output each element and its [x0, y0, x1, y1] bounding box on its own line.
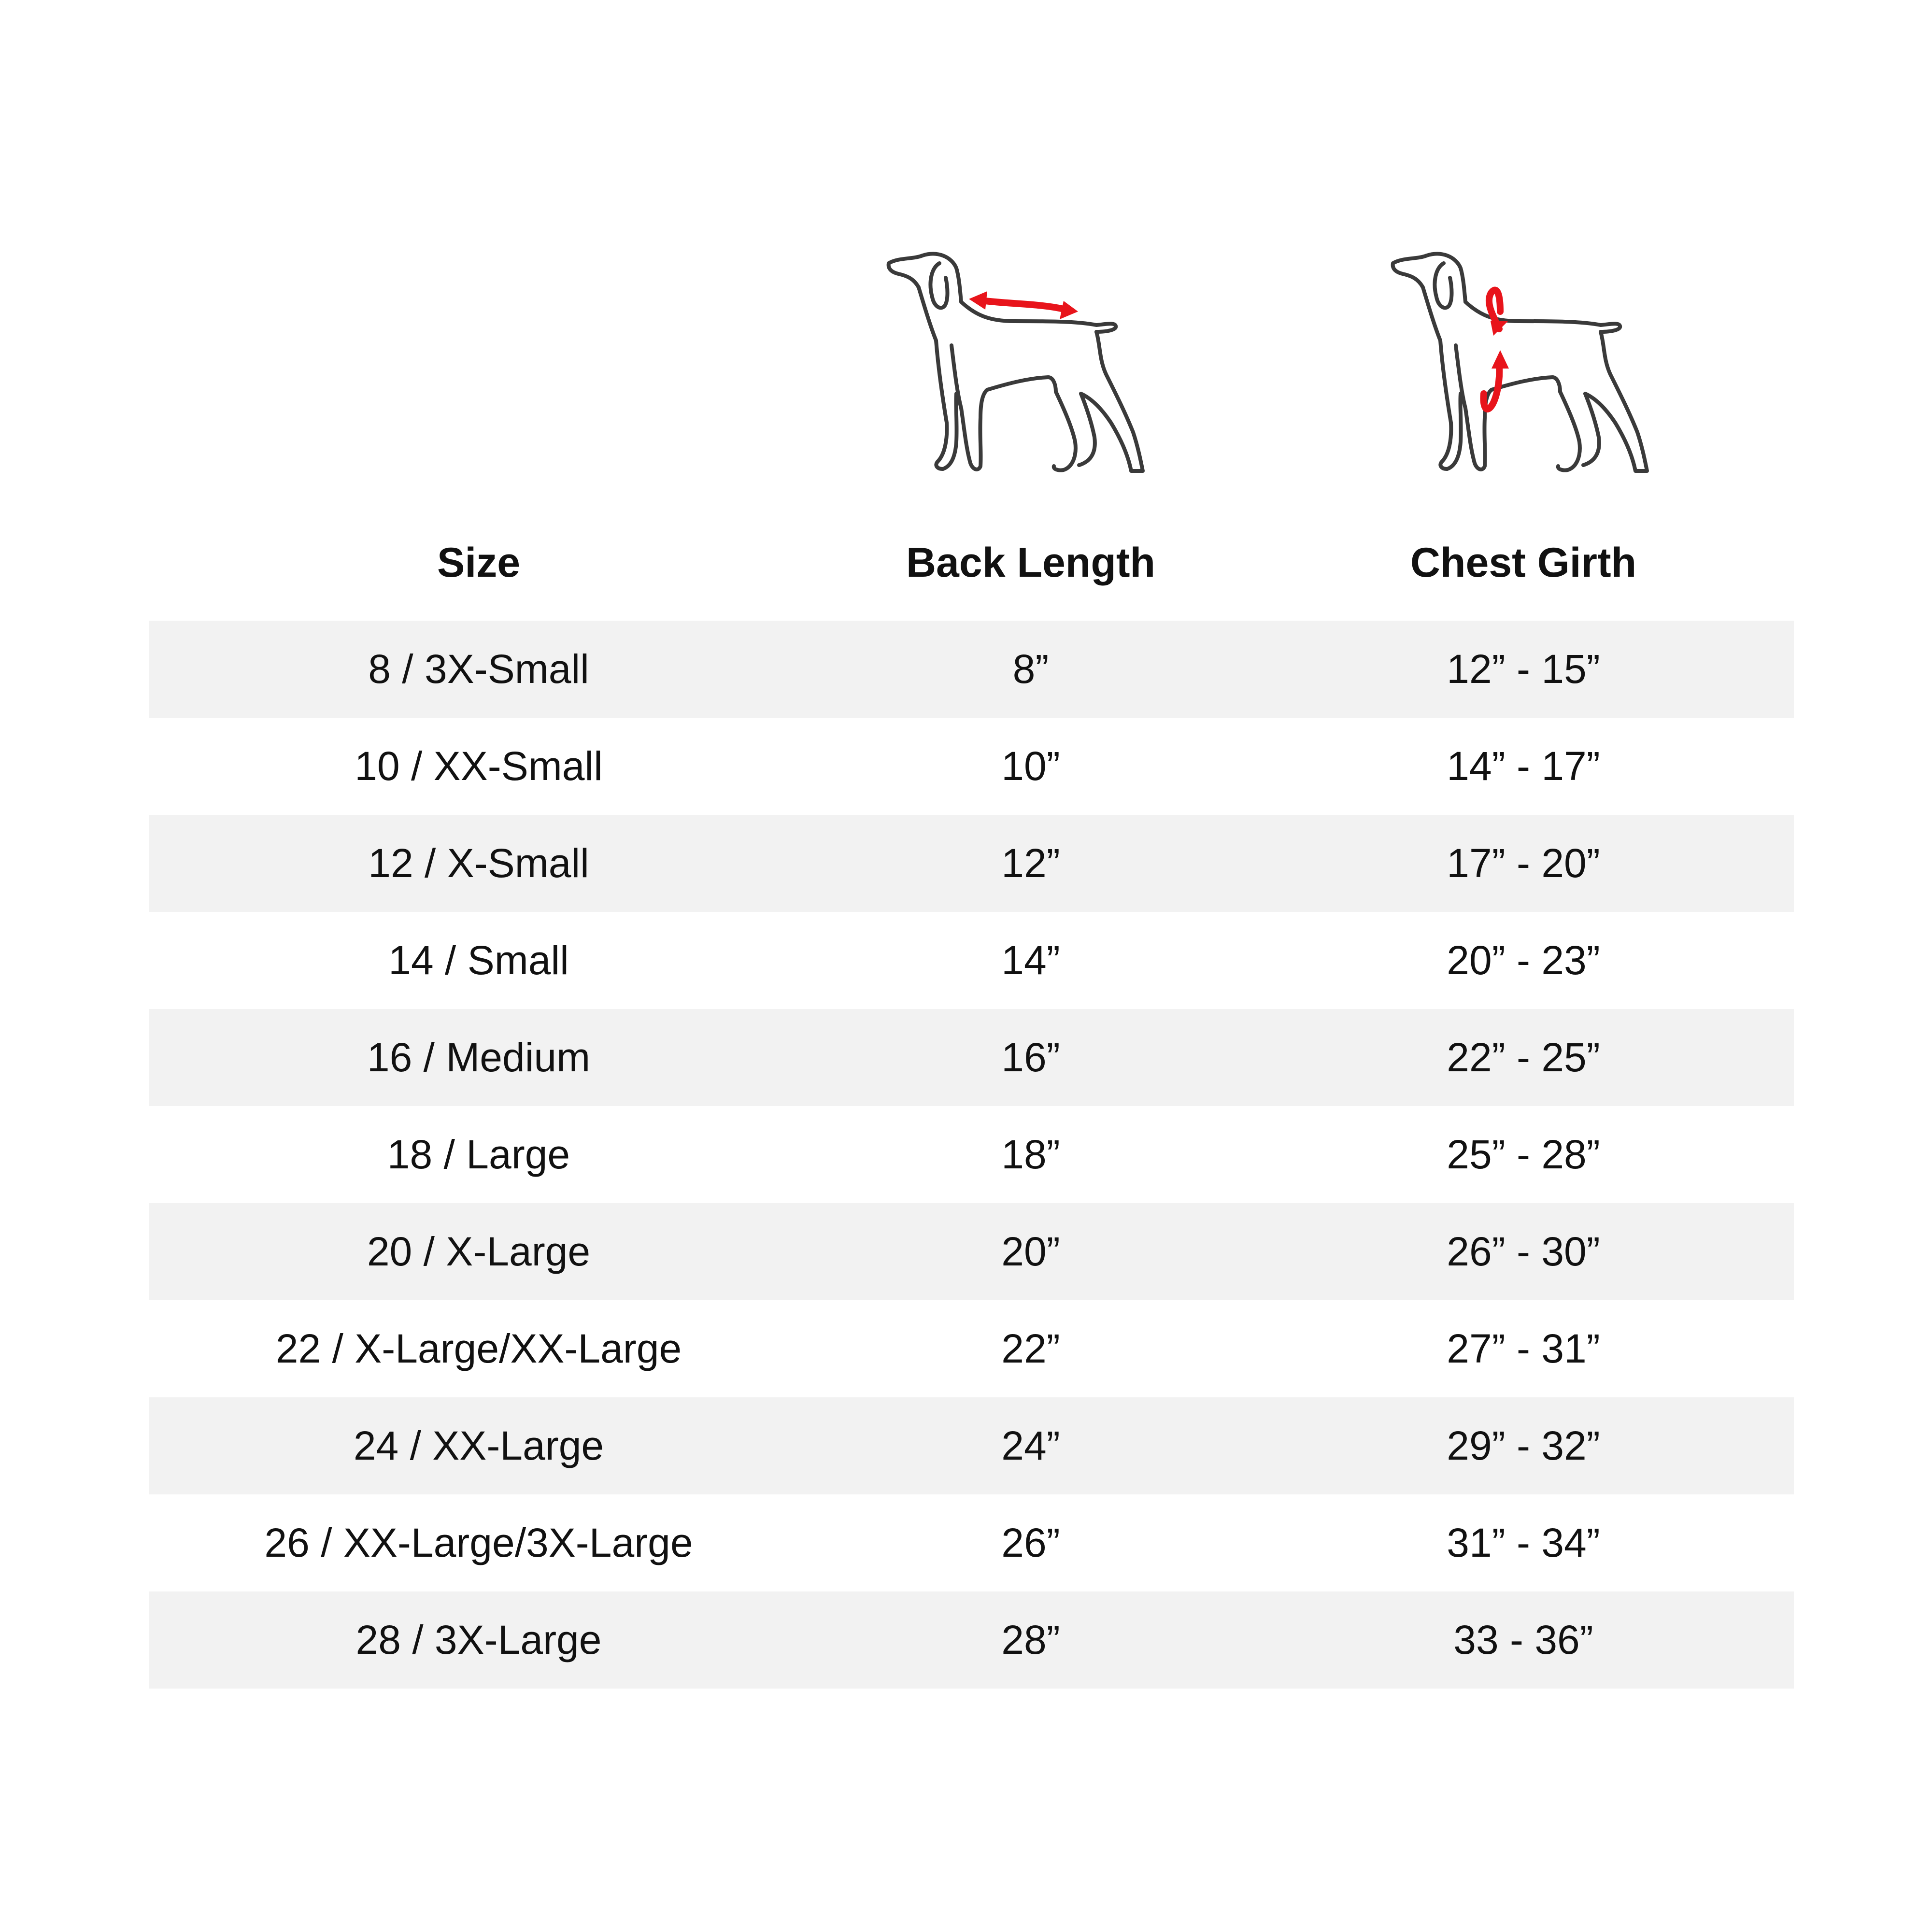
size-cell: 18 / Large: [387, 1132, 570, 1177]
table-row: [149, 912, 1794, 1009]
chest-girth-cell: 14” - 17”: [1447, 743, 1600, 789]
table-row: [149, 718, 1794, 815]
size-cell: 26 / XX-Large/3X-Large: [264, 1520, 693, 1565]
back-length-cell: 12”: [1001, 840, 1060, 886]
back-length-cell: 26”: [1001, 1520, 1060, 1565]
chest-girth-cell: 20” - 23”: [1447, 938, 1600, 983]
size-cell: 14 / Small: [388, 938, 569, 983]
back-length-cell: 24”: [1001, 1423, 1060, 1468]
table-header: [149, 531, 1794, 594]
size-cell: 10 / XX-Small: [355, 743, 603, 789]
size-cell: 22 / X-Large/XX-Large: [275, 1326, 682, 1371]
chest-girth-cell: 26” - 30”: [1447, 1229, 1600, 1274]
chest-girth-cell: 33 - 36”: [1453, 1617, 1593, 1662]
table-row: [149, 1203, 1794, 1300]
back-length-cell: 20”: [1001, 1229, 1060, 1274]
table-row: [149, 1300, 1794, 1397]
size-cell: 16 / Medium: [367, 1035, 591, 1080]
back-length-cell: 8”: [1012, 646, 1049, 692]
chest-girth-cell: 12” - 15”: [1447, 646, 1600, 692]
chest-girth-cell: 17” - 20”: [1447, 840, 1600, 886]
back-length-cell: 18”: [1001, 1132, 1060, 1177]
chest-girth-cell: 31” - 34”: [1447, 1520, 1600, 1565]
chest-girth-cell: 29” - 32”: [1447, 1423, 1600, 1468]
table-row: [149, 1397, 1794, 1494]
chest-girth-cell: 22” - 25”: [1447, 1035, 1600, 1080]
back-length-cell: 22”: [1001, 1326, 1060, 1371]
back-length-cell: 14”: [1001, 938, 1060, 983]
size-table: [149, 621, 1794, 1689]
table-row: [149, 1494, 1794, 1591]
header-back-length: Back Length: [906, 540, 1156, 586]
table-row: [149, 621, 1794, 718]
back-length-cell: 28”: [1001, 1617, 1060, 1662]
size-cell: 24 / XX-Large: [353, 1423, 604, 1468]
dog-back-length-icon: [884, 249, 1154, 490]
size-cell: 8 / 3X-Small: [368, 646, 589, 692]
dog-chest-girth-icon: [1388, 249, 1659, 490]
chest-girth-cell: 27” - 31”: [1447, 1326, 1600, 1371]
back-length-cell: 16”: [1001, 1035, 1060, 1080]
size-cell: 12 / X-Small: [368, 840, 589, 886]
back-length-cell: 10”: [1001, 743, 1060, 789]
header-size: Size: [437, 540, 521, 586]
table-row: [149, 1106, 1794, 1203]
chest-girth-cell: 25” - 28”: [1447, 1132, 1600, 1177]
table-row: [149, 1591, 1794, 1689]
table-row: [149, 1009, 1794, 1106]
header-chest-girth: Chest Girth: [1410, 540, 1637, 586]
size-cell: 20 / X-Large: [367, 1229, 591, 1274]
size-cell: 28 / 3X-Large: [355, 1617, 602, 1662]
table-row: [149, 815, 1794, 912]
